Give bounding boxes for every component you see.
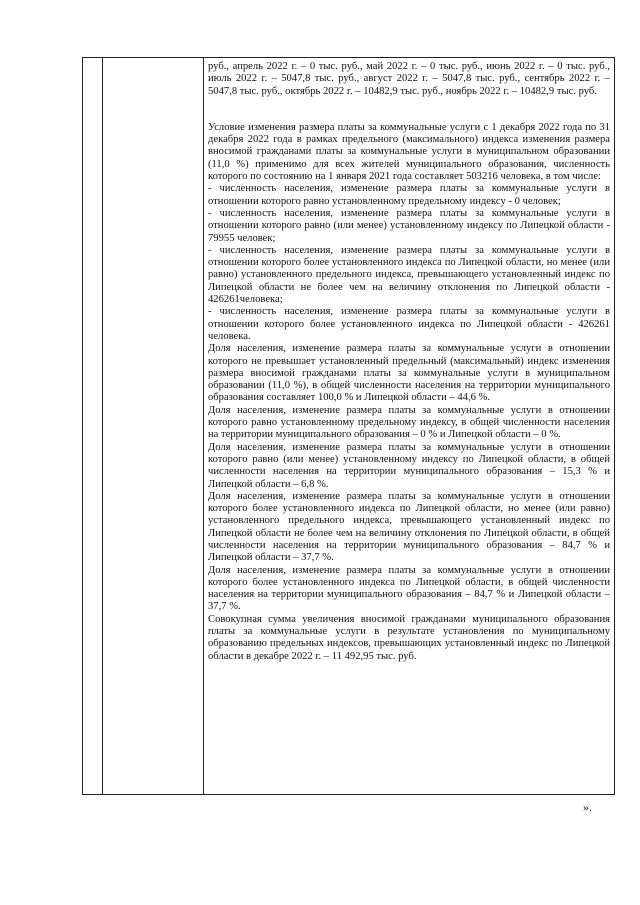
paragraph: Доля населения, изменение размера платы за коммунальные услуги в отношении которого равно установленному предельному индексу, в общей численности населения на территории муниципального образования – 0 % и Липецкой области – 0 %. xyxy=(208,404,610,441)
paragraph: - численность населения, изменение размера платы за коммунальные услуги в отношении которого более установленного индекса по Липецкой области, но менее (или равно) установленного предельного индекса, превышающего установленный индекс по Липецкой области не более чем на величину отклонения по Липецкой области - 426261человека; xyxy=(208,244,610,306)
paragraph: Доля населения, изменение размера платы за коммунальные услуги в отношении которого равно (или менее) установленному индексу по Липецкой области, в общей численности населения на территории муниципального образования – 15,3 % и Липецкой области – 6,8 %. xyxy=(208,441,610,490)
paragraph: Доля населения, изменение размера платы за коммунальные услуги в отношении которого более установленного индекса по Липецкой области, в общей численности населения на территории муниципального образования – 84,7 % и Липецкой области – 37,7 %. xyxy=(208,564,610,613)
document-table xyxy=(82,57,615,795)
intro-paragraph: руб., апрель 2022 г. – 0 тыс. руб., май 2022 г. – 0 тыс. руб., июнь 2022 г. – 0 тыс. руб., июль 2022 г. – 5047,8 тыс. руб., август 2022 г. – 5047,8 тыс. руб., сентябрь 2022 г. – 5047,8 тыс. руб., октябрь 2022 г. – 10482,9 тыс. руб., ноябрь 2022 г. – 10482,9 тыс. руб. xyxy=(208,61,610,97)
paragraph-spacer xyxy=(208,98,610,122)
paragraph: Совокупная сумма увеличения вносимой гражданами муниципального образования платы за коммунальные услуги в результате установления по муниципальному образованию предельных индексов, превышающих установленный индекс по Липецкой области в декабре 2022 г. – 11 492,95 тыс. руб. xyxy=(208,613,610,662)
table-column-number xyxy=(83,58,103,794)
paragraph: - численность населения, изменение размера платы за коммунальные услуги в отношении которого равно установленному предельному индексу - 0 человек; xyxy=(208,183,610,207)
paragraph: Доля населения, изменение размера платы за коммунальные услуги в отношении которого более установленного индекса по Липецкой области, но менее (или равно) установленного предельного индекса, превышающего установленный индекс по Липецкой области не более чем на величину отклонения по Липецкой области, в общей численности населения на территории муниципального образования – 84,7 % и Липецкой области – 37,7 %. xyxy=(208,490,610,564)
paragraph: Доля населения, изменение размера платы за коммунальные услуги в отношении которого не превышает установленный предельный (максимальный) индекс изменения размера вносимой гражданами платы за коммунальные услуги в муниципальном образовании (11,0 %), в общей численности населения на территории муниципального образования составляет 100,0 % и Липецкой области – 44,6 %. xyxy=(208,343,610,404)
paragraph: - численность населения, изменение размера платы за коммунальные услуги в отношении которого равно (или менее) установленному индексу по Липецкой области - 79955 человек; xyxy=(208,207,610,244)
paragraph: Условие изменения размера платы за коммунальные услуги с 1 декабря 2022 года по 31 декабря 2022 года в рамках предельного (максимального) индекса изменения размера вносимой гражданами платы за коммунальные услуги в муниципальном образовании (11,0 %) применимо для всех жителей муниципального образования, численность которого по состоянию на 1 января 2021 года составляет 503216 человека, в том числе: xyxy=(208,121,610,183)
table-cell-content xyxy=(208,61,610,663)
table-column-indicator xyxy=(103,58,204,794)
paragraph: - численность населения, изменение размера платы за коммунальные услуги в отношении которого более установленного индекса по Липецкой области - 426261 человека. xyxy=(208,306,610,342)
closing-quote-mark: ». xyxy=(583,800,592,814)
